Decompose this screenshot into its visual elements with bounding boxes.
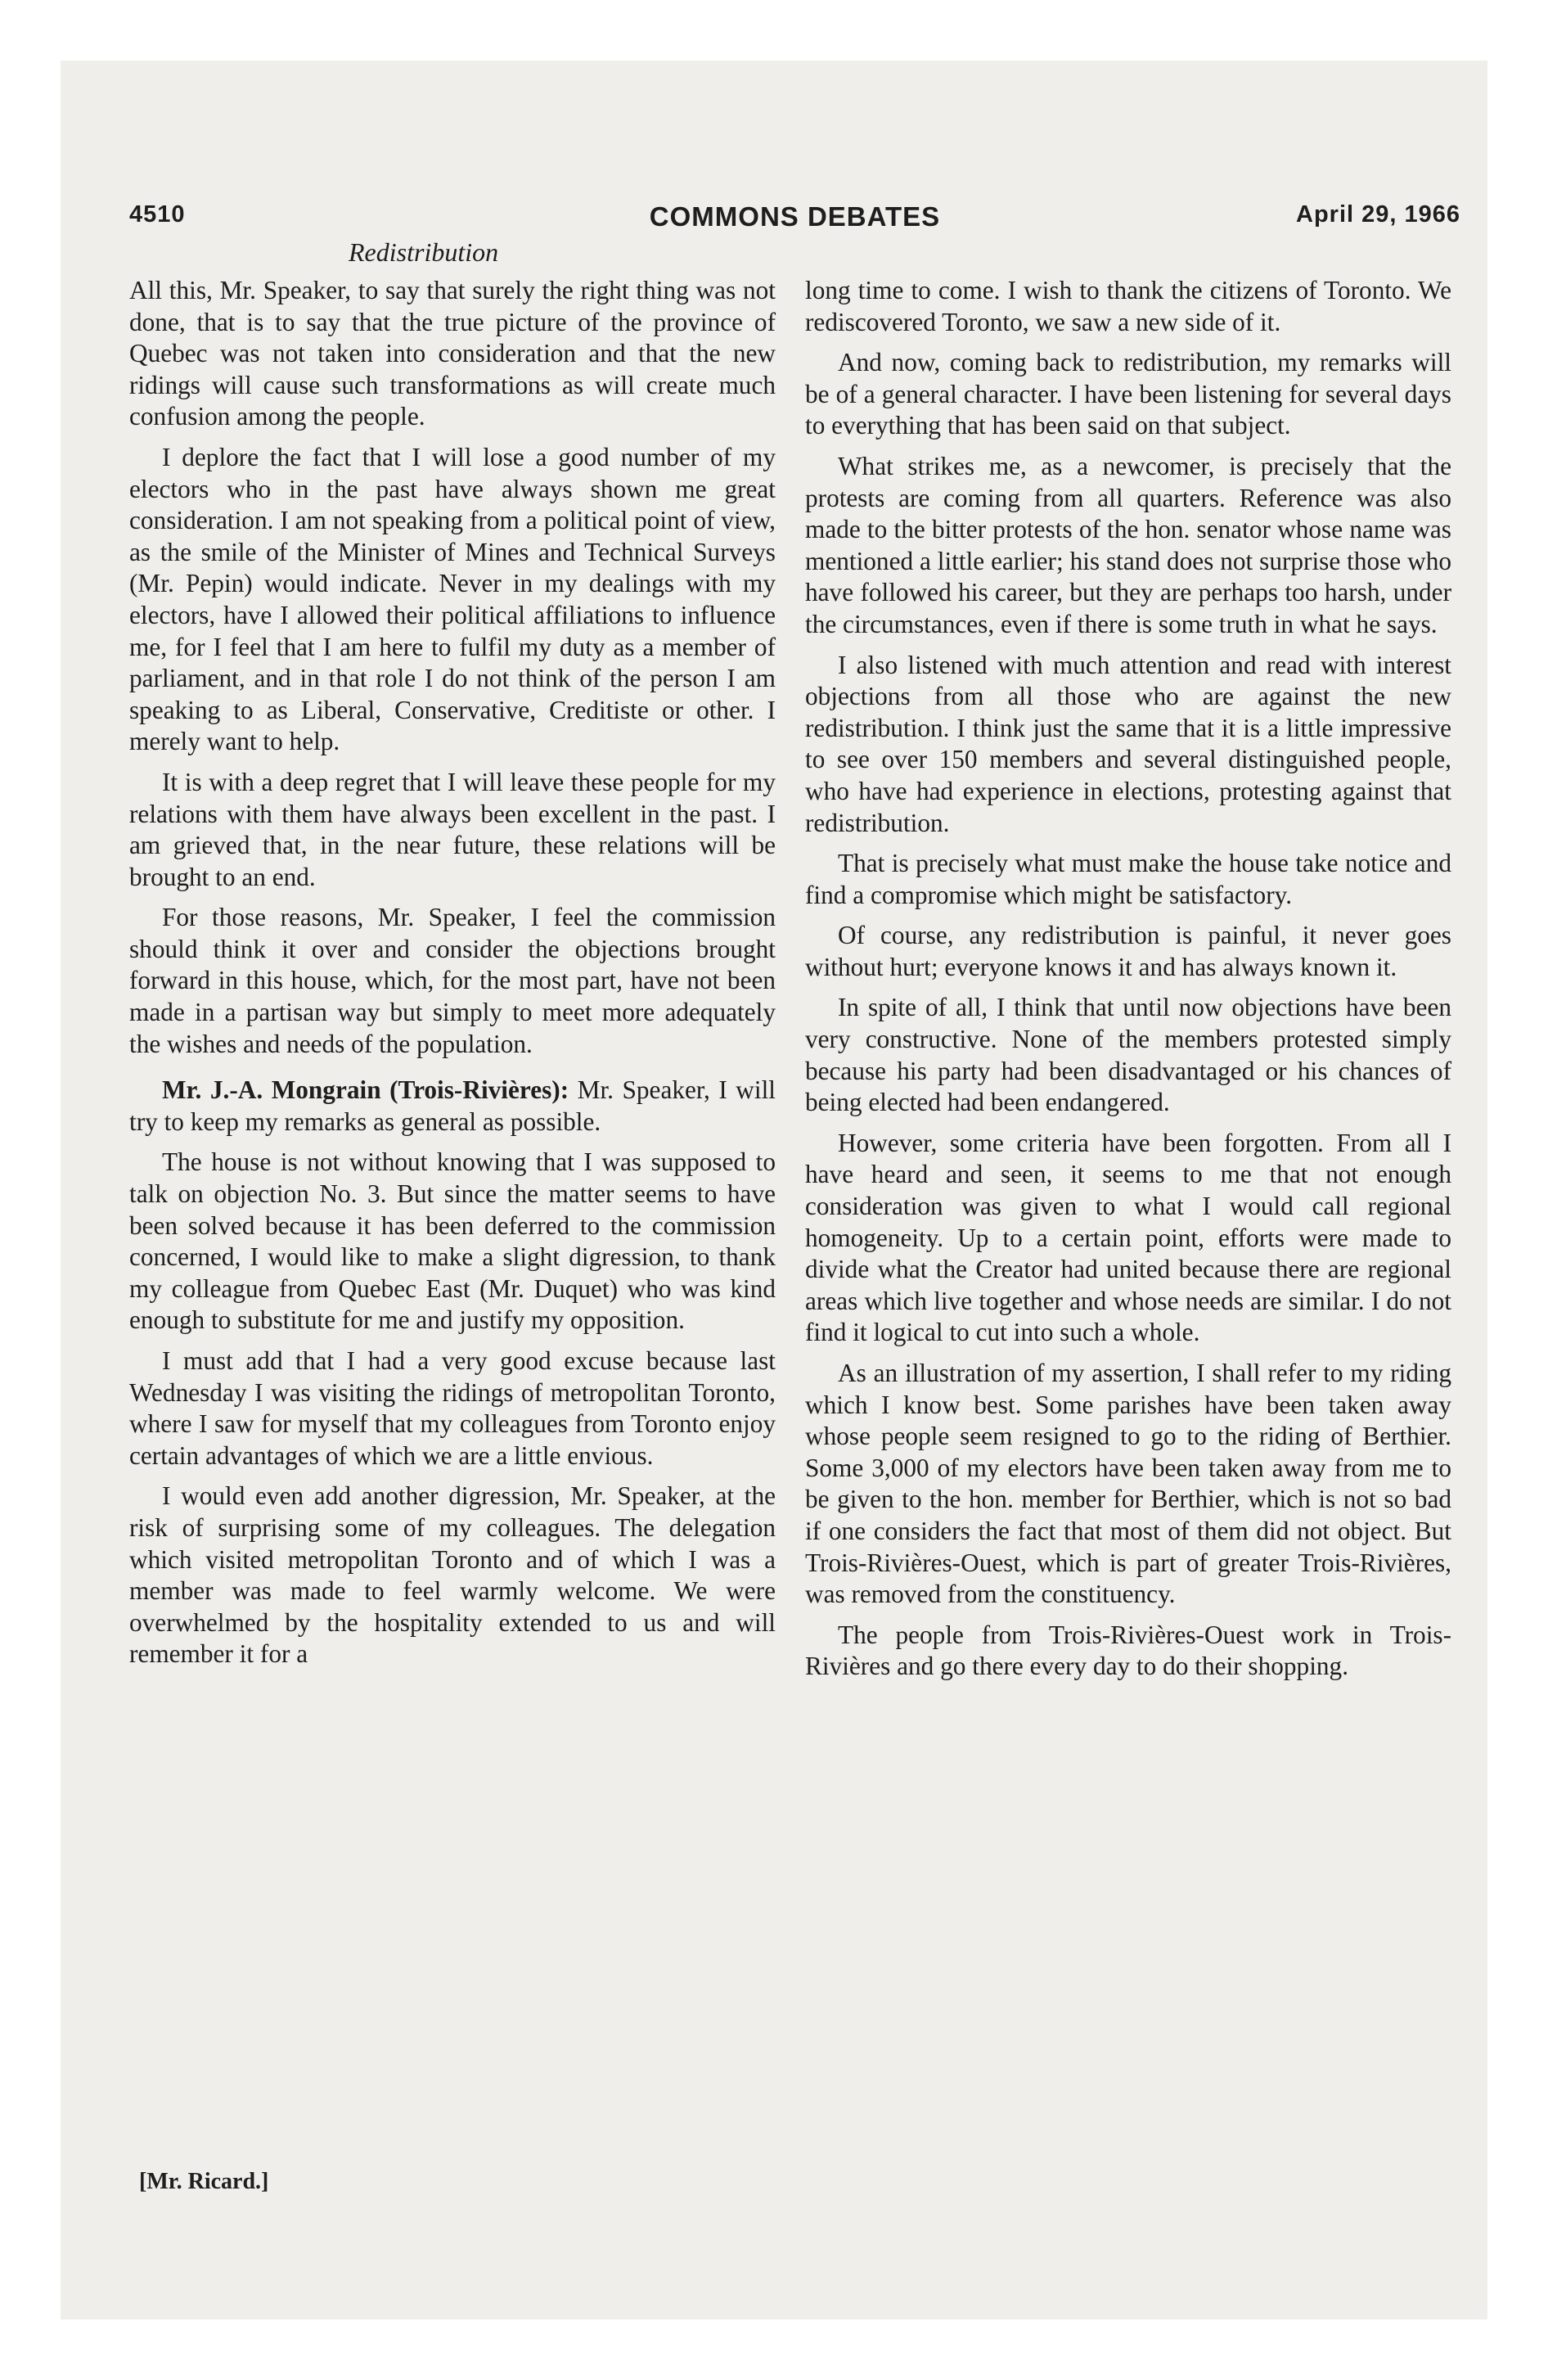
right-column [805, 275, 1451, 1692]
speaker-paragraph [129, 1075, 776, 1138]
paragraph: And now, coming back to redistribution, my remarks will be of a general character. I have been listening for several days to everything that has been said on that subject. [805, 348, 1451, 440]
page-number: 4510 [129, 201, 186, 228]
section-title: Redistribution [349, 237, 499, 267]
paragraph: That is precisely what must make the house take notice and find a compromise which might be satisfactory. [805, 849, 1451, 909]
paragraph: It is with a deep regret that I will leave these people for my relations with them have always been excellent in the past. I am grieved that, in the near future, these relations will be brought to an end. [129, 767, 776, 891]
left-column [129, 275, 776, 1679]
paragraph: All this, Mr. Speaker, to say that surely the right thing was not done, that is to say that the true picture of the province of Quebec was not taken into consideration and that the new ridings will cause such transformations as will create much confusion among the people. [129, 276, 776, 431]
paragraph: I would even add another digression, Mr. Speaker, at the risk of surprising some of my colleagues. The delegation which visited metropolitan Toronto and of which I was a member was made to feel warmly welcome. We were overwhelmed by the hospitality extended to us and will remember it for a [129, 1481, 776, 1669]
paragraph: For those reasons, Mr. Speaker, I feel the commission should think it over and consider the objections brought forward in this house, which, for the most part, have not been made in a partisan way but simply to meet more adequately the wishes and needs of the population. [129, 903, 776, 1058]
paragraph: The people from Trois-Rivières-Ouest work in Trois-Rivières and go there every day to do their shopping. [805, 1620, 1451, 1681]
paragraph: I deplore the fact that I will lose a good number of my electors who in the past have always shown me great consideration. I am not speaking from a political point of view, as the smile of the Minister of Mines and Technical Surveys (Mr. Pepin) would indicate. Never in my dealings with my electors, have I allowed their political affiliations to influence me, for I feel that I am here to fulfil my duty as a member of parliament, and in that role I do not think of the person I am speaking to as Liberal, Conservative, Creditiste or other. I merely want to help. [129, 442, 776, 756]
paragraph: As an illustration of my assertion, I shall refer to my riding which I know best. Some parishes have been taken away whose people seem resigned to go to the riding of Berthier. Some 3,000 of my electors have been taken away from me to be given to the hon. member for Berthier, which is not so bad if one considers the fact that most of them did not object. But Trois-Rivières-Ouest, which is part of greater Trois-Rivières, was removed from the constituency. [805, 1359, 1451, 1609]
paragraph: However, some criteria have been forgotten. From all I have heard and seen, it seems to me that not enough consideration was given to what I would call regional homogeneity. Up to a certain point, efforts were made to divide what the Creator had united because there are regional areas which live together and whose needs are similar. I do not find it logical to cut into such a whole. [805, 1128, 1451, 1347]
paragraph: What strikes me, as a newcomer, is precisely that the protests are coming from all quarters. Reference was also made to the bitter protests of the hon. senator whose name was mentioned a little earlier; his stand does not surprise those who have followed his career, but they are perhaps too harsh, under the circumstances, even if there is some truth in what he says. [805, 451, 1451, 638]
speaker-opening: Mr. Speaker, I will try to keep my remarks as general as possible. [129, 1075, 776, 1136]
speaker-name: Mr. J.-A. Mongrain (Trois-Rivières): [162, 1075, 569, 1105]
paragraph: I must add that I had a very good excuse because last Wednesday I was visiting the ridings of metropolitan Toronto, where I saw for myself that my colleagues from Toronto enjoy certain advantages of which we are a little envious. [129, 1346, 776, 1470]
paragraph: Of course, any redistribution is painful, it never goes without hurt; everyone knows it and has always known it. [805, 921, 1451, 981]
running-title: COMMONS DEBATES [649, 201, 941, 232]
paragraph: In spite of all, I think that until now objections have been very constructive. None of the members protested simply because his party had been disadvantaged or his chances of being elected had been endangered. [805, 993, 1451, 1117]
footer-speaker-ref: [Mr. Ricard.] [139, 2169, 269, 2194]
page-header [129, 201, 1460, 237]
paragraph: The house is not without knowing that I was supposed to talk on objection No. 3. But since the matter seems to have been solved because it has been deferred to the commission concerned, I would like to make a slight digression, to thank my colleague from Quebec East (Mr. Duquet) who was kind enough to substitute for me and justify my opposition. [129, 1147, 776, 1335]
paragraph: I also listened with much attention and read with interest objections from all those who are against the new redistribution. I think just the same that it is a little impressive to see over 150 members and several distinguished people, who have had experience in elections, protesting against that redistribution. [805, 650, 1451, 837]
paragraph: long time to come. I wish to thank the citizens of Toronto. We rediscovered Toronto, we saw a new side of it. [805, 276, 1451, 336]
page-date: April 29, 1966 [1296, 201, 1460, 228]
